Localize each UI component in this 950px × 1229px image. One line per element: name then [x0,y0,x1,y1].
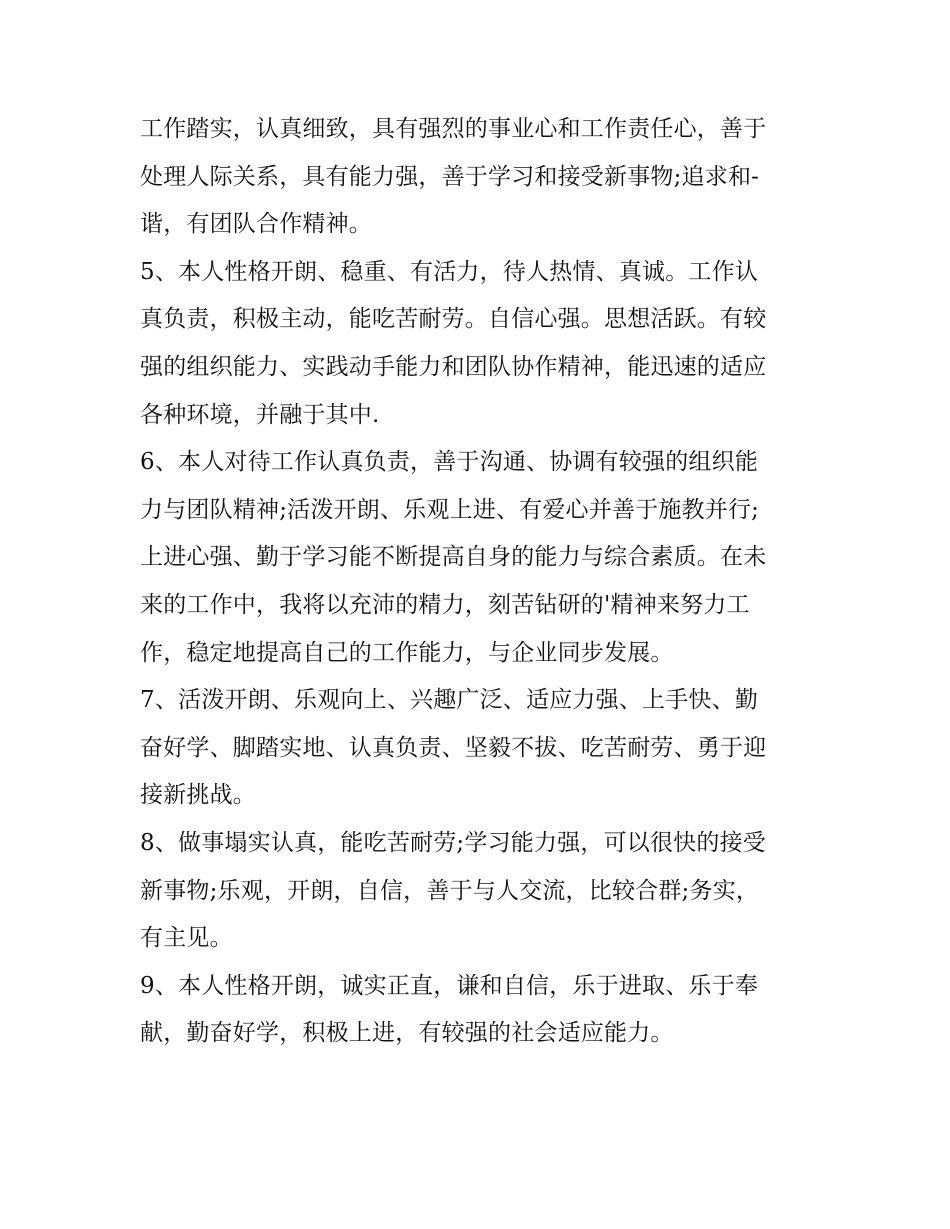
text-line: 工作踏实，认真细致，具有强烈的事业心和工作责任心，善于 [140,116,767,142]
text-line: 有主见。 [140,925,233,952]
text-line: 来的工作中，我将以充沛的精力，刻苦钻研的'精神来努力工 [140,591,750,618]
text-line: 上进心强、勤于学习能不断提高自身的能力与综合素质。在未 [140,544,767,571]
text-line: 接新挑战。 [140,782,256,809]
text-line: 新事物;乐观，开朗，自信，善于与人交流，比较合群;务实， [140,877,760,904]
document-body [140,106,820,1058]
text-line: 强的组织能力、实践动手能力和团队协作精神，能迅速的适应 [140,353,767,380]
text-line: 真负责，积极主动，能吃苦耐劳。自信心强。思想活跃。有较 [140,306,767,333]
text-line: 6、本人对待工作认真负责，善于沟通、协调有较强的组织能 [140,449,759,476]
text-line: 处理人际关系，具有能力强，善于学习和接受新事物;追求和- [140,163,760,190]
text-line: 作，稳定地提高自己的工作能力，与企业同步发展。 [140,639,674,666]
text-line: 献，勤奋好学，积极上进，有较强的社会适应能力。 [140,1020,674,1047]
text-line: 奋好学、脚踏实地、认真负责、坚毅不拔、吃苦耐劳、勇于迎 [140,734,767,761]
text-line: 7、活泼开朗、乐观向上、兴趣广泛、适应力强、上手快、勤 [140,687,759,714]
text-line: 各种环境，并融于其中. [140,401,380,428]
text-line: 9、本人性格开朗，诚实正直，谦和自信，乐于进取、乐于奉 [140,972,759,999]
text-line: 5、本人性格开朗、稳重、有活力，待人热情、真诚。工作认 [140,258,759,285]
text-line: 力与团队精神;活泼开朗、乐观上进、有爱心并善于施教并行; [140,496,760,523]
text-line: 谐，有团队合作精神。 [140,211,372,238]
text-line: 8、做事塌实认真，能吃苦耐劳;学习能力强，可以很快的接受 [140,829,766,856]
